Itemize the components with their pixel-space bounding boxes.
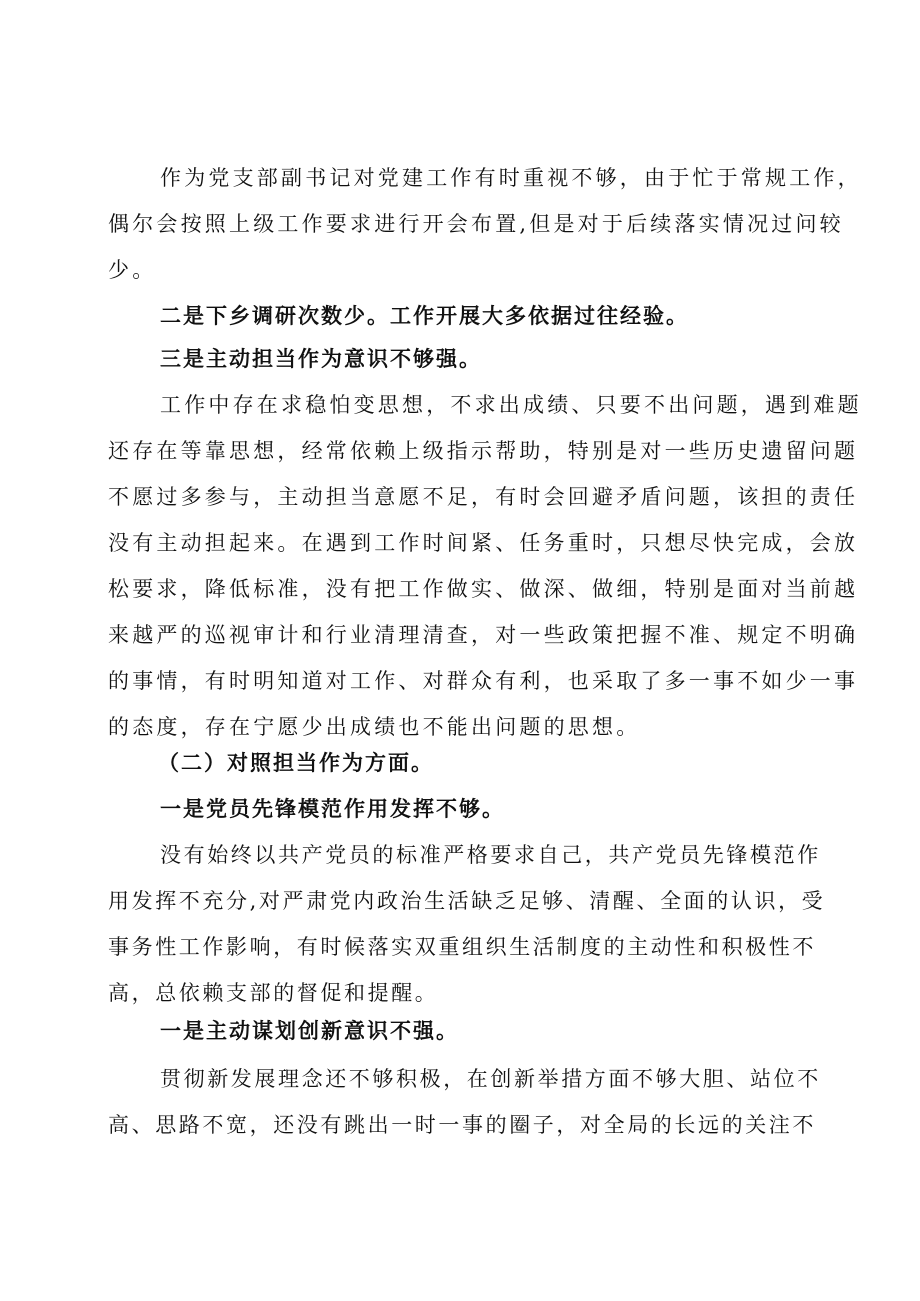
paragraph-line: 用发挥不充分,对严肃党内政治生活缺乏足够、清醒、全面的认识，受 xyxy=(108,889,826,913)
paragraph-line: 没有始终以共产党员的标准严格要求自己，共产党员先锋模范作 xyxy=(160,843,821,867)
paragraph-line: 没有主动担起来。在遇到工作时间紧、任务重时，只想尽快完成，会放 xyxy=(108,531,859,555)
section-heading: 一是主动谋划创新意识不强。 xyxy=(160,1019,459,1043)
paragraph-line: 高、思路不宽，还没有跳出一时一事的圈子，对全局的长远的关注不 xyxy=(108,1113,816,1137)
section-heading: 三是主动担当作为意识不够强。 xyxy=(160,347,482,371)
section-heading: 二是下乡调研次数少。工作开展大多依据过往经验。 xyxy=(160,304,689,328)
subsection-heading: （二）对照担当作为方面。 xyxy=(158,751,434,775)
paragraph-line: 偶尔会按照上级工作要求进行开会布置,但是对于后续落实情况过问较 xyxy=(108,212,844,236)
paragraph-line: 少。 xyxy=(108,258,157,282)
paragraph-line: 工作中存在求稳怕变思想，不求出成绩、只要不出问题，遇到难题 xyxy=(160,393,862,417)
paragraph-line: 贯彻新发展理念还不够积极，在创新举措方面不够大胆、站位不 xyxy=(160,1067,821,1091)
paragraph-line: 高，总依赖支部的督促和提醒。 xyxy=(108,981,439,1005)
paragraph-line: 的态度，存在宁愿少出成绩也不能出问题的思想。 xyxy=(108,715,641,739)
paragraph-line: 来越严的巡视审计和行业清理清查，对一些政策把握不准、规定不明确 xyxy=(108,623,859,647)
paragraph-line: 松要求，降低标准，没有把工作做实、做深、做细，特别是面对当前越 xyxy=(108,577,859,601)
paragraph-line: 还存在等靠思想，经常依赖上级指示帮助，特别是对一些历史遗留问题 xyxy=(108,439,859,463)
paragraph-line: 作为党支部副书记对党建工作有时重视不够，由于忙于常规工作， xyxy=(160,166,862,190)
paragraph-line: 事务性工作影响，有时候落实双重组织生活制度的主动性和积极性不 xyxy=(108,935,816,959)
paragraph-line: 的事情，有时明知道对工作、对群众有利，也采取了多一事不如少一事 xyxy=(108,669,859,693)
paragraph-line: 不愿过多参与，主动担当意愿不足，有时会回避矛盾问题，该担的责任 xyxy=(108,485,859,509)
section-heading: 一是党员先锋模范作用发挥不够。 xyxy=(160,797,505,821)
